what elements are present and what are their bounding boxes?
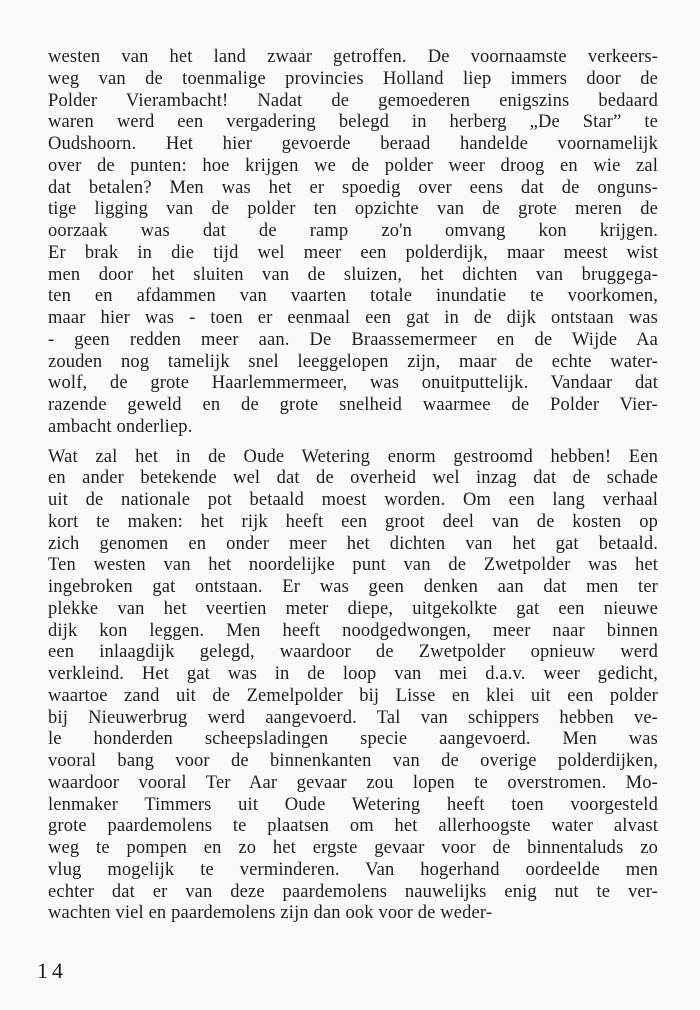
text-line: over de punten: hoe krijgen we de polder weer droog en wie zal: [48, 155, 658, 176]
text-line: lenmaker Timmers uit Oude Wetering heeft toen voorgesteld: [48, 794, 658, 815]
text-line: zich genomen en onder meer het dichten van het gat betaald.: [48, 533, 658, 554]
body-text: [48, 47, 658, 925]
text-line: grote paardemolens te plaatsen om het allerhoogste water alvast: [48, 816, 658, 837]
text-line: waren werd een vergadering belegd in herberg „De Star” te: [48, 112, 658, 133]
text-line: waardoor vooral Ter Aar gevaar zou lopen te overstromen. Mo-: [48, 772, 658, 793]
text-line: tige ligging van de polder ten opzichte van de grote meren de: [48, 199, 658, 220]
text-line: uit de nationale pot betaald moest worden. Om een lang verhaal: [48, 490, 658, 510]
text-line: vooral bang voor de binnenkanten van de overige polderdijken,: [48, 751, 658, 771]
text-line: dat betalen? Men was het er spoedig over eens dat de onguns-: [48, 177, 658, 198]
text-line: plekke van het veertien meter diepe, uitgekolkte gat een nieuwe: [48, 598, 658, 619]
text-line: weg te pompen en zo het ergste gevaar voor de binnentaluds zo: [48, 838, 658, 858]
text-line: wolf, de grote Haarlemmermeer, was onuitputtelijk. Vandaar dat: [48, 373, 658, 394]
paragraph-1: [48, 47, 658, 439]
text-line: kort te maken: het rijk heeft een groot deel van de kosten op: [48, 511, 658, 532]
text-line: maar hier was - toen er eenmaal een gat in de dijk ontstaan was: [48, 308, 658, 328]
text-line: vlug mogelijk te verminderen. Van hogerhand oordeelde men: [48, 859, 658, 880]
text-line: ten en afdammen van vaarten totale inundatie te voorkomen,: [48, 286, 658, 307]
text-line: Er brak in die tijd wel meer een polderdijk, maar meest wist: [48, 242, 658, 263]
text-line: Polder Vierambacht! Nadat de gemoederen enigszins bedaard: [48, 90, 658, 111]
text-line: Wat zal het in de Oude Wetering enorm gestroomd hebben! Een: [48, 446, 658, 467]
text-line: le honderden scheepsladingen specie aangevoerd. Men was: [48, 729, 658, 750]
text-line: ambacht onderliep.: [48, 416, 193, 437]
text-line: Ten westen van het noordelijke punt van de Zwetpolder was het: [48, 555, 658, 576]
text-line: - geen redden meer aan. De Braassemermeer en de Wijde Aa: [48, 329, 658, 350]
text-line: bij Nieuwerbrug werd aangevoerd. Tal van schippers hebben ve-: [48, 707, 658, 728]
text-line: oorzaak was dat de ramp zo'n omvang kon krijgen.: [48, 221, 658, 241]
text-line: wachten viel en paardemolens zijn dan ook voor de weder-: [48, 903, 493, 924]
text-line: weg van de toenmalige provincies Holland liep immers door de: [48, 68, 658, 89]
text-line: zouden nog tamelijk snel leeggelopen zijn, maar de echte water-: [48, 351, 658, 372]
text-line: en ander betekende wel dat de overheid wel inzag dat de schade: [48, 468, 658, 489]
paragraph-2: [48, 447, 658, 926]
text-line: een inlaagdijk gelegd, waardoor de Zwetpolder opnieuw werd: [48, 642, 658, 663]
text-line: men door het sluiten van de sluizen, het dichten van bruggega-: [48, 264, 658, 285]
page-number: 14: [37, 958, 67, 983]
text-line: verkleind. Het gat was in de loop van mei d.a.v. weer gedicht,: [48, 664, 658, 684]
text-line: Oudshoorn. Het hier gevoerde beraad handelde voornamelijk: [48, 134, 658, 154]
text-line: echter dat er van deze paardemolens nauwelijks enig nut te ver-: [48, 881, 658, 902]
text-line: waartoe zand uit de Zemelpolder bij Lisse en klei uit een polder: [48, 685, 658, 706]
text-line: razende geweld en de grote snelheid waarmee de Polder Vier-: [48, 395, 658, 415]
text-line: ingebroken gat ontstaan. Er was geen denken aan dat men ter: [48, 577, 658, 597]
text-line: dijk kon leggen. Men heeft noodgedwongen, meer naar binnen: [48, 620, 658, 641]
text-line: westen van het land zwaar getroffen. De voornaamste verkeers-: [48, 47, 658, 67]
